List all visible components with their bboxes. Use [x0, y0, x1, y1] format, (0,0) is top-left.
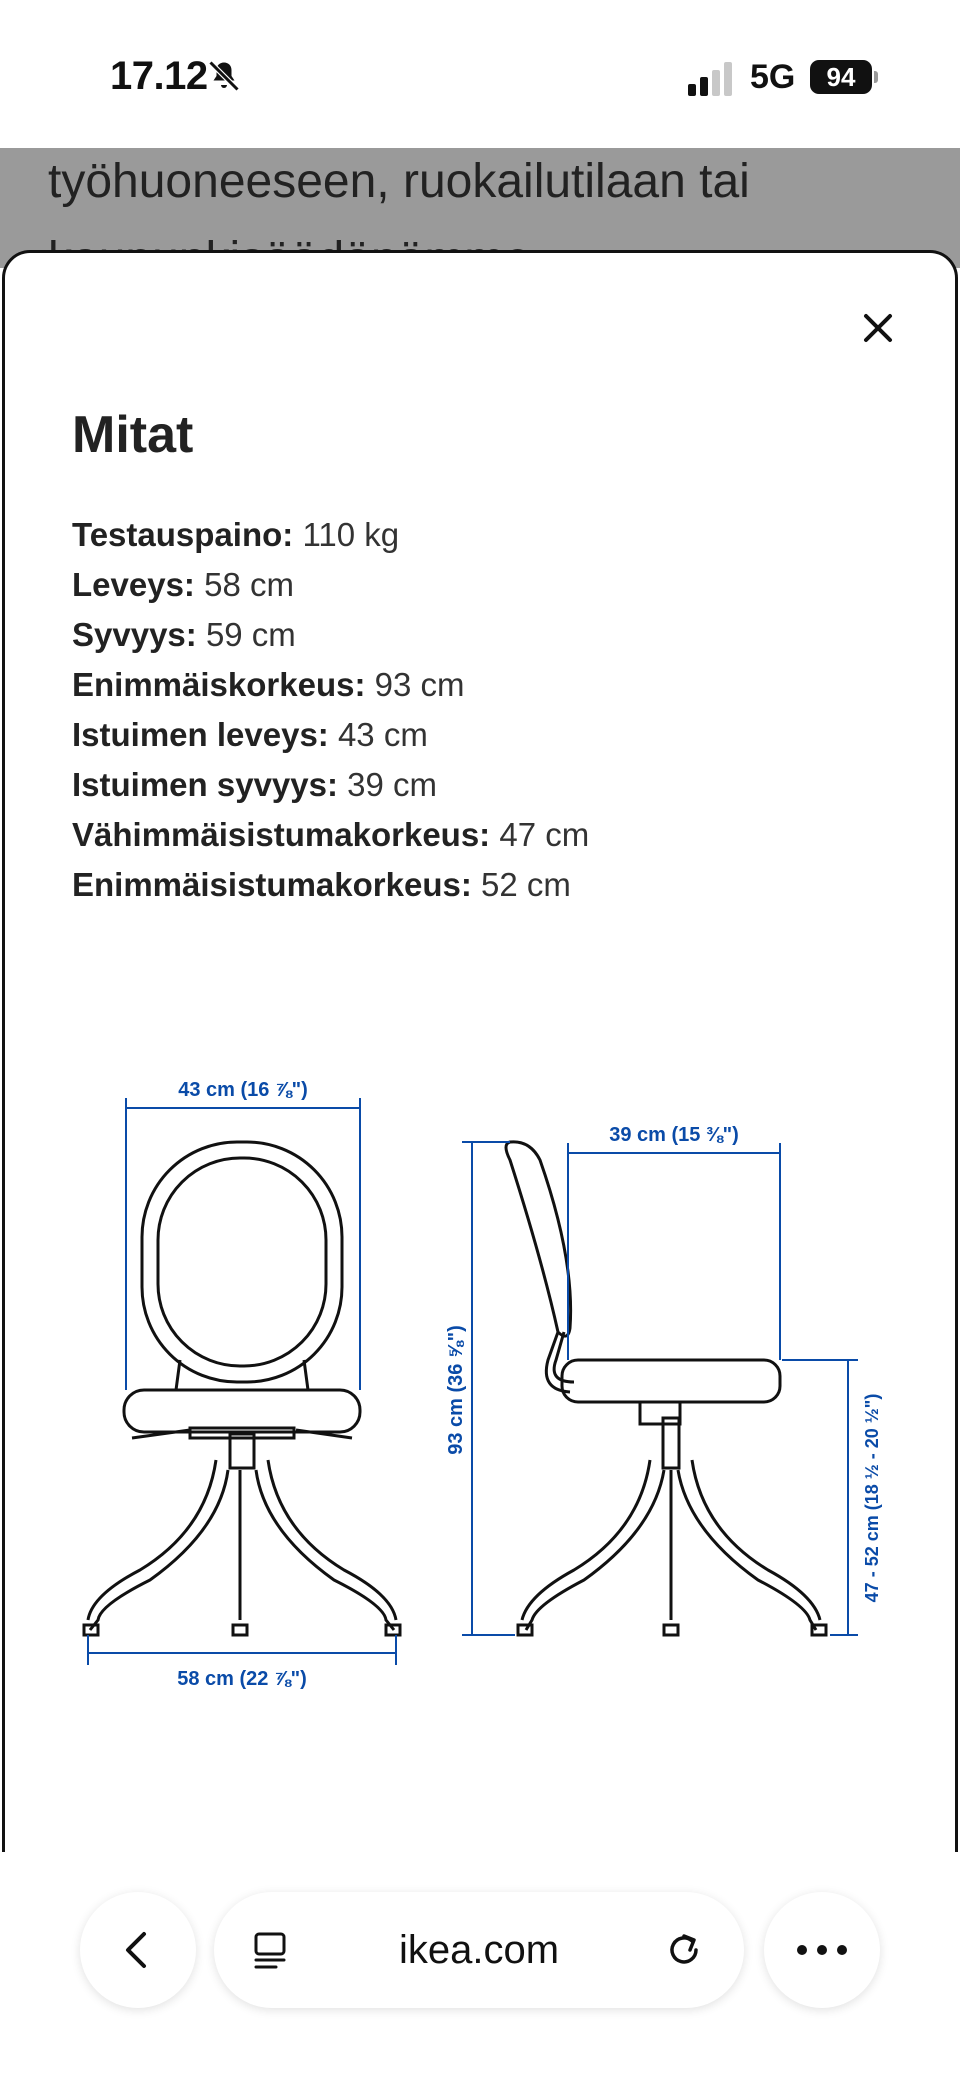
dimension-lines — [88, 1098, 858, 1665]
spec-label: Enimmäisistumakorkeus: — [72, 866, 472, 903]
spec-value: 52 cm — [481, 866, 571, 903]
spec-list — [72, 510, 892, 910]
cellular-signal-icon — [688, 62, 734, 96]
spec-value: 59 cm — [205, 616, 296, 653]
spec-label: Testauspaino: — [72, 516, 294, 553]
seat-width-label: 43 cm (16 ⅞") — [178, 1079, 308, 1101]
spec-label: Vähimmäisistumakorkeus: — [72, 816, 491, 853]
battery-tip — [874, 71, 878, 83]
spec-label: Leveys: — [72, 566, 195, 603]
base-width-label: 58 cm (22 ⅞") — [177, 1668, 307, 1690]
spec-label: Istuimen leveys: — [72, 716, 329, 753]
chair-dimension-diagram — [70, 1060, 890, 1700]
chair-front-view — [84, 1142, 400, 1635]
spec-label: Istuimen syvyys: — [72, 766, 338, 803]
spec-row — [72, 710, 892, 760]
spec-value: 110 kg — [302, 516, 400, 553]
more-dots-icon — [792, 1940, 852, 1960]
spec-label: Enimmäiskorkeus: — [72, 666, 366, 703]
back-button[interactable] — [80, 1892, 196, 2008]
height-label: 93 cm (36 ⅝") — [445, 1325, 467, 1455]
chevron-left-icon — [114, 1926, 162, 1974]
spec-value: 58 cm — [204, 566, 294, 603]
spec-row — [72, 560, 892, 610]
spec-value: 47 cm — [499, 816, 590, 853]
network-label: 5G — [750, 58, 796, 96]
status-time: 17.12 — [110, 54, 208, 98]
spec-row — [72, 860, 892, 910]
seat-height-label: 47 - 52 cm (18 ½ - 20 ½") — [862, 1393, 882, 1603]
reload-icon[interactable] — [662, 1928, 706, 1972]
seat-depth-label: 39 cm (15 ⅜") — [609, 1124, 739, 1146]
spec-row — [72, 810, 892, 860]
spec-row — [72, 510, 892, 560]
spec-row — [72, 610, 892, 660]
spec-row — [72, 660, 892, 710]
spec-row — [72, 760, 892, 810]
url-text[interactable]: ikea.com — [398, 1928, 560, 1972]
spec-value: 39 cm — [347, 766, 438, 803]
close-icon[interactable] — [850, 300, 906, 356]
battery-indicator: 94 — [810, 60, 872, 94]
bell-slash-icon — [206, 58, 242, 94]
spec-label: Syvyys: — [72, 616, 197, 653]
background-text: työhuoneeseen, ruokailutilaan tai — [48, 155, 750, 208]
chair-side-view — [506, 1142, 826, 1635]
modal-title: Mitat — [72, 406, 194, 464]
address-bar[interactable] — [214, 1892, 744, 2008]
spec-value: 43 cm — [337, 716, 428, 753]
spec-value: 93 cm — [374, 666, 465, 703]
status-bar — [0, 0, 960, 148]
browser-toolbar — [0, 1852, 960, 2087]
more-button[interactable] — [764, 1892, 880, 2008]
